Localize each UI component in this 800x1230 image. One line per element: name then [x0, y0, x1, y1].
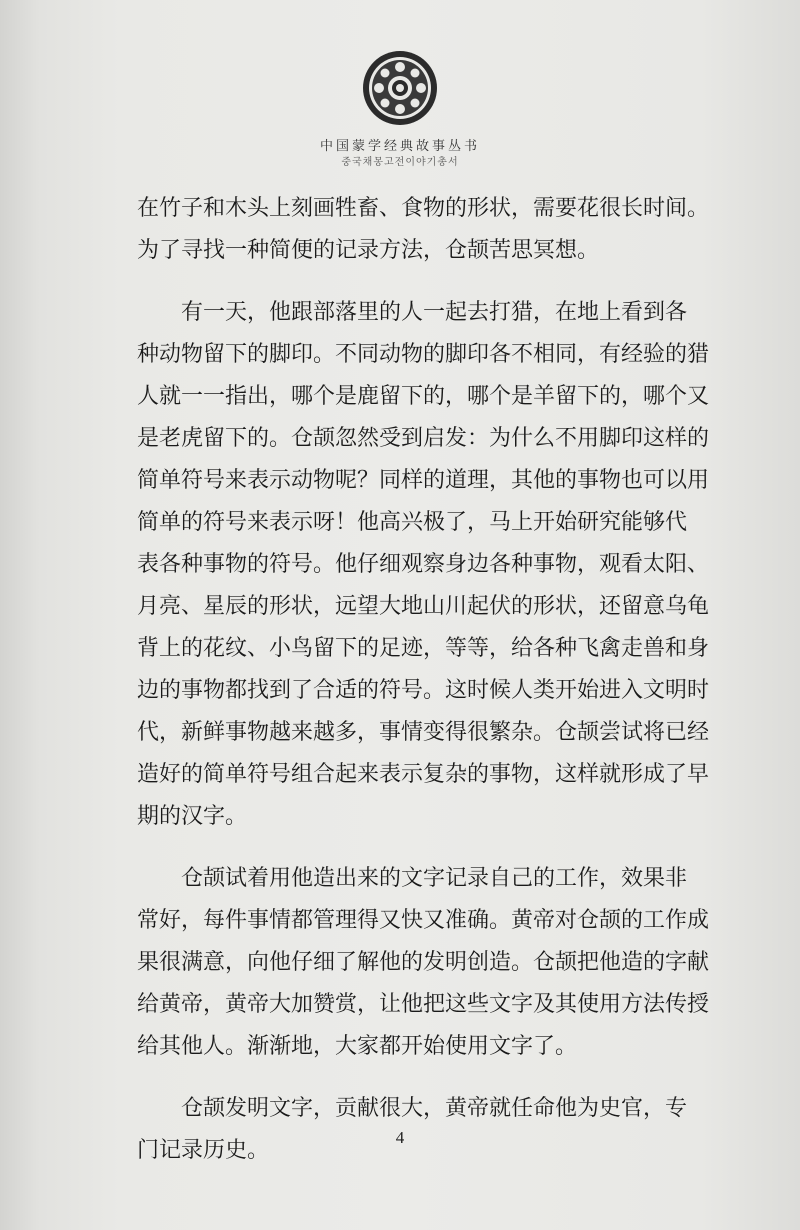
text-line: 为了寻找一种简便的记录方法，仓颉苦思冥想。	[137, 238, 600, 263]
text-line: 在竹子和木头上刻画牲畜、食物的形状，需要花很长时间。	[137, 196, 710, 221]
page-number: 4	[395, 1128, 405, 1147]
paragraph-start-line: 仓颉发明文字，贡献很大，黄帝就任命他为史官，专	[181, 1096, 688, 1121]
text-line: 门记录历史。	[137, 1138, 270, 1163]
text-line: 给黄帝，黄帝大加赞赏，让他把这些文字及其使用方法传授	[137, 992, 710, 1017]
text-line: 代，新鲜事物越来越多，事情变得很繁杂。仓颉尝试将已经	[137, 720, 710, 745]
text-line: 表各种事物的符号。他仔细观察身边各种事物，观看太阳、	[137, 552, 710, 577]
paragraph-start-line: 仓颉试着用他造出来的文字记录自己的工作，效果非	[181, 866, 688, 891]
text-line: 期的汉字。	[137, 804, 248, 829]
lotus-seal-icon	[360, 48, 440, 128]
text-line: 背上的花纹、小鸟留下的足迹，等等，给各种飞禽走兽和身	[137, 636, 710, 661]
text-line: 是老虎留下的。仓颉忽然受到启发：为什么不用脚印这样的	[137, 426, 710, 451]
text-line: 果很满意，向他仔细了解他的发明创造。仓颉把他造的字献	[137, 950, 710, 975]
series-title: 中国蒙学经典故事丛书	[319, 139, 480, 154]
text-line: 种动物留下的脚印。不同动物的脚印各不相同，有经验的猎	[137, 342, 710, 367]
body-text	[137, 188, 710, 1172]
paragraph-start-line: 有一天，他跟部落里的人一起去打猎，在地上看到各	[181, 300, 688, 325]
text-line: 造好的简单符号组合起来表示复杂的事物，这样就形成了早	[137, 762, 710, 787]
text-line: 月亮、星辰的形状，远望大地山川起伏的形状，还留意乌龟	[137, 594, 710, 619]
text-line: 简单的符号来表示呀！他高兴极了，马上开始研究能够代	[137, 510, 688, 535]
text-line: 给其他人。渐渐地，大家都开始使用文字了。	[137, 1034, 578, 1059]
text-line: 边的事物都找到了合适的符号。这时候人类开始进入文明时	[137, 678, 710, 703]
text-line: 人就一一指出，哪个是鹿留下的，哪个是羊留下的，哪个又	[137, 384, 710, 409]
page-header	[0, 48, 800, 170]
text-line: 常好，每件事情都管理得又快又准确。黄帝对仓颉的工作成	[137, 908, 710, 933]
text-line: 简单符号来表示动物呢？同样的道理，其他的事物也可以用	[137, 468, 710, 493]
series-subtitle: 중국채몽고전이야기총서	[341, 157, 459, 168]
